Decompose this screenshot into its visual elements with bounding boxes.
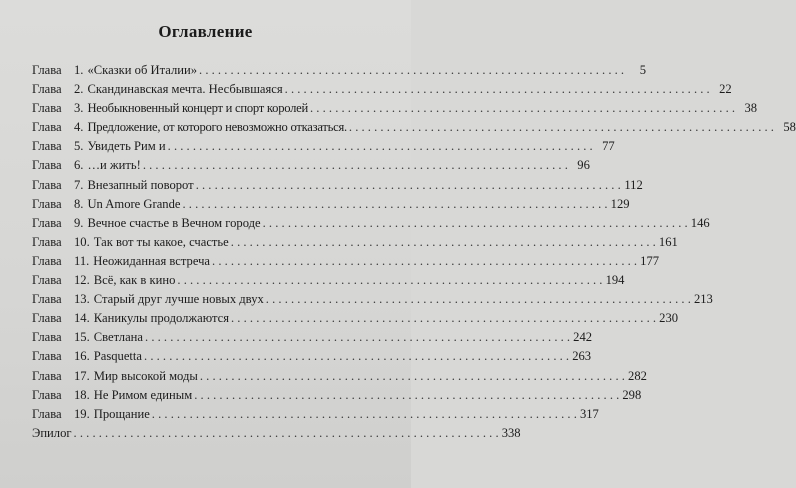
- toc-chapter-label: Глава: [32, 311, 62, 326]
- toc-chapter-title: Прощание: [93, 406, 150, 421]
- toc-chapter-number: 1.: [74, 63, 84, 77]
- toc-chapter-label: Глава: [32, 349, 62, 364]
- toc-entry-epilogue: [32, 425, 521, 445]
- toc-dot-leader: [263, 216, 688, 231]
- toc-dot-leader: [194, 388, 619, 403]
- toc-page-number: 282: [628, 368, 647, 383]
- toc-dot-leader: [266, 292, 691, 307]
- toc-chapter-number: 11.: [74, 253, 90, 268]
- toc-entry: [32, 63, 647, 82]
- toc-dot-leader: [144, 349, 569, 364]
- toc-chapter-label: Глава: [32, 158, 62, 173]
- toc-chapter-label: Глава: [32, 120, 62, 135]
- toc-chapter-number: 2.: [74, 82, 84, 97]
- toc-entry: [32, 406, 599, 426]
- toc-chapter-label: Глава: [32, 273, 62, 288]
- toc-chapter-title: Необыкновенный концерт и спорт королей: [87, 101, 308, 116]
- toc-entry: [32, 273, 625, 292]
- toc-chapter-title: Так вот ты какое, счастье: [93, 234, 229, 249]
- toc-page-number: 177: [640, 253, 660, 268]
- toc-chapter-label: Глава: [32, 139, 62, 154]
- toc-entry: [32, 215, 710, 235]
- toc-dot-leader: [231, 311, 656, 326]
- toc-entry: [32, 368, 647, 388]
- toc-chapter-title: Скандинавская мечта. Несбывшаяся: [87, 82, 283, 97]
- toc-chapter-number: 6.: [74, 158, 84, 173]
- toc-dot-leader: [349, 120, 774, 135]
- toc-entry: [32, 196, 630, 216]
- toc-chapter-label: Глава: [32, 63, 62, 77]
- toc-chapter-number: 5.: [74, 139, 84, 154]
- toc-dot-leader: [200, 369, 625, 384]
- toc-dot-leader: [182, 197, 607, 212]
- toc-dot-leader: [143, 158, 568, 173]
- toc-dot-leader: [231, 235, 656, 250]
- toc-page-number: 298: [622, 387, 642, 402]
- toc-entry: [32, 101, 758, 120]
- toc-page-number: 96: [577, 158, 590, 173]
- toc-chapter-number: 12.: [74, 273, 90, 288]
- toc-chapter-label: Глава: [32, 101, 62, 116]
- toc-entry: [32, 387, 642, 407]
- table-of-contents: [32, 63, 796, 445]
- toc-entry: [32, 253, 660, 273]
- toc-dot-leader: [145, 330, 570, 345]
- toc-chapter-label: Глава: [32, 253, 62, 268]
- toc-chapter-number: 3.: [74, 101, 84, 116]
- toc-page-number: 242: [573, 330, 593, 345]
- toc-page-number: 338: [501, 425, 521, 440]
- toc-chapter-title: Всё, как в кино: [93, 273, 176, 288]
- toc-page-number: 112: [624, 177, 643, 192]
- toc-dot-leader: [196, 178, 621, 193]
- toc-chapter-title: Вечное счастье в Вечном городе: [87, 215, 261, 230]
- toc-chapter-number: 19.: [74, 406, 90, 421]
- toc-chapter-label: Глава: [32, 387, 62, 402]
- toc-page-number: 146: [690, 215, 710, 230]
- toc-page-number: 22: [719, 82, 732, 97]
- toc-page-number: 129: [610, 196, 630, 211]
- toc-page-number: 194: [605, 273, 625, 288]
- toc-chapter-number: 18.: [74, 387, 90, 402]
- toc-chapter-label: Глава: [32, 234, 62, 249]
- toc-chapter-title: Светлана: [93, 330, 144, 345]
- toc-page-number: 77: [602, 139, 615, 154]
- toc-chapter-label: Глава: [32, 406, 62, 421]
- toc-dot-leader: [74, 426, 499, 441]
- toc-chapter-title: Старый друг лучше новых двух: [93, 292, 264, 307]
- toc-page-number: 230: [659, 311, 679, 326]
- toc-entry: [32, 120, 796, 139]
- toc-entry: [32, 349, 592, 368]
- toc-entry: [32, 82, 732, 101]
- page-title: Оглавление: [158, 22, 253, 41]
- toc-chapter-number: 8.: [74, 196, 84, 211]
- toc-chapter-title: Предложение, от которого невозможно отказаться.: [87, 120, 347, 135]
- toc-chapter-label: Глава: [32, 196, 62, 211]
- toc-chapter-label: Глава: [32, 292, 62, 307]
- toc-entry: [32, 158, 590, 177]
- toc-chapter-title: «Сказки об Италии»: [87, 63, 198, 77]
- toc-entry: [32, 177, 643, 197]
- toc-chapter-title: Каникулы продолжаются: [93, 311, 229, 326]
- toc-chapter-title: Un Amore Grande: [87, 196, 181, 211]
- toc-chapter-label: Глава: [32, 330, 62, 345]
- toc-dot-leader: [177, 273, 602, 288]
- toc-entry: [32, 234, 678, 254]
- toc-chapter-number: 9.: [74, 215, 84, 230]
- toc-chapter-title: Внезапный поворот: [87, 177, 194, 192]
- toc-dot-leader: [285, 82, 710, 97]
- toc-entry: [32, 311, 679, 330]
- toc-chapter-title: Увидеть Рим и: [87, 139, 166, 154]
- toc-epilogue-label: Эпилог: [32, 425, 72, 440]
- toc-dot-leader: [199, 63, 624, 78]
- toc-chapter-title: Не Римом единым: [93, 387, 193, 402]
- toc-chapter-label: Глава: [32, 82, 62, 97]
- toc-chapter-title: Неожиданная встреча: [93, 253, 211, 268]
- toc-chapter-number: 7.: [74, 177, 84, 192]
- toc-chapter-number: 13.: [74, 292, 90, 307]
- toc-page-number: 38: [744, 101, 758, 116]
- toc-chapter-number: 15.: [74, 330, 90, 345]
- toc-dot-leader: [310, 101, 735, 116]
- toc-chapter-number: 10.: [74, 234, 90, 249]
- toc-entry: [32, 292, 713, 311]
- toc-page-number: 263: [572, 349, 592, 364]
- toc-dot-leader: [212, 254, 637, 269]
- toc-dot-leader: [152, 407, 577, 422]
- toc-chapter-number: 17.: [74, 368, 90, 383]
- toc-chapter-label: Глава: [32, 215, 62, 230]
- toc-dot-leader: [168, 139, 593, 154]
- toc-page-number: 161: [658, 234, 678, 249]
- toc-chapter-title: Pasquetta: [93, 349, 143, 364]
- toc-page-number: 317: [579, 406, 599, 421]
- toc-chapter-label: Глава: [32, 368, 62, 383]
- toc-page-number: 58: [783, 120, 796, 135]
- toc-chapter-title: Мир высокой моды: [93, 368, 198, 383]
- toc-chapter-number: 14.: [74, 311, 90, 326]
- toc-entry: [32, 330, 593, 349]
- toc-chapter-label: Глава: [32, 177, 62, 192]
- toc-entry: [32, 139, 615, 158]
- toc-chapter-title: …и жить!: [87, 158, 141, 173]
- toc-page-number: 5: [639, 63, 647, 77]
- toc-page-number: 213: [693, 292, 713, 307]
- toc-chapter-number: 16.: [74, 349, 90, 364]
- toc-chapter-number: 4.: [74, 120, 84, 135]
